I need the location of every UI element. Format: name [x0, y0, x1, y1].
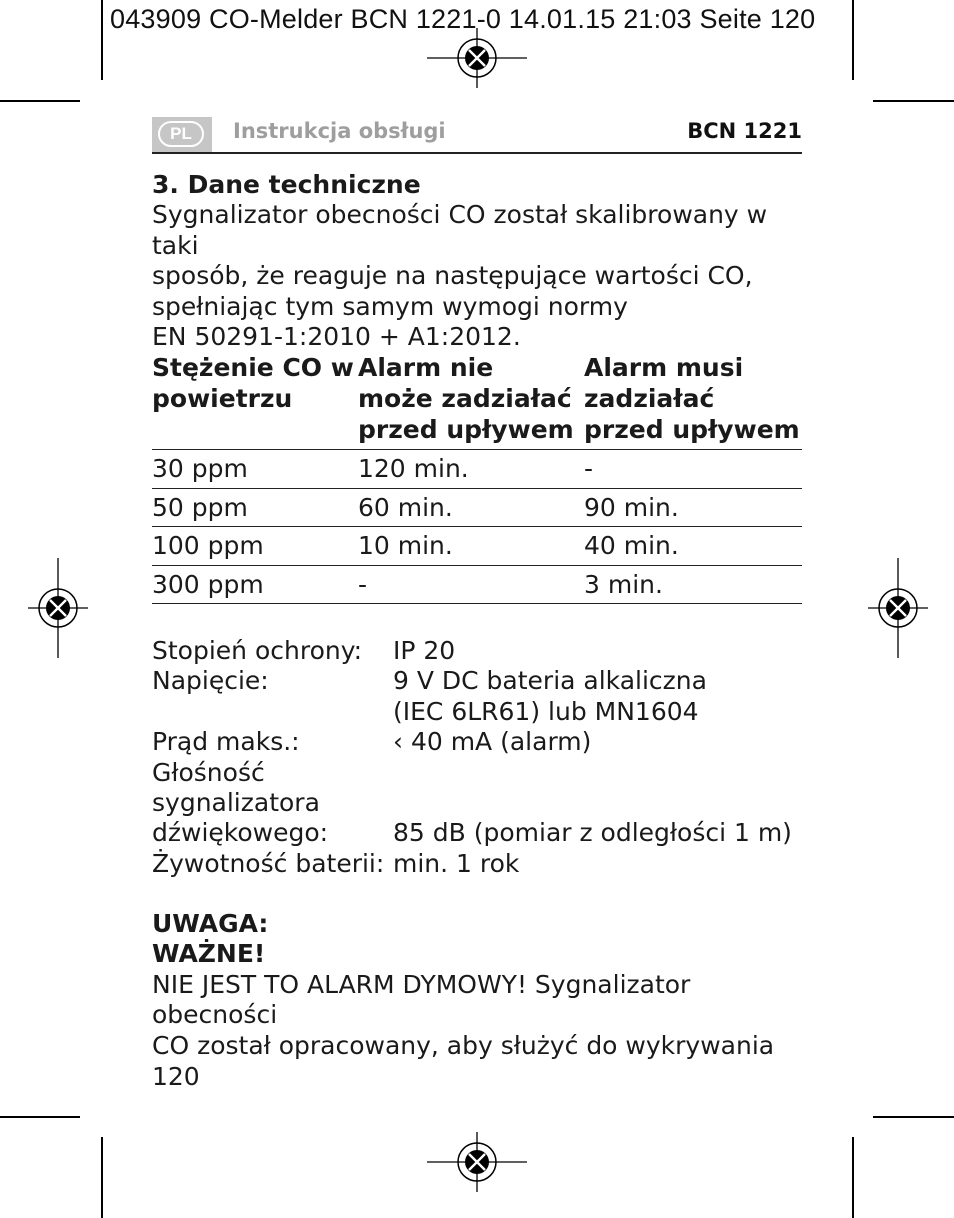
- spec-row: [152, 727, 802, 757]
- model-name: BCN 1221: [687, 119, 802, 143]
- spec-value: 9 V DC bateria alkaliczna (IEC 6LR61) lub MN1604: [393, 666, 707, 726]
- table-row: [152, 450, 802, 489]
- language-badge: [152, 117, 212, 153]
- spec-row: [152, 636, 802, 666]
- warning-title: UWAGA:: [152, 909, 269, 938]
- crop-mark: [873, 100, 954, 102]
- table-cell: -: [584, 450, 802, 489]
- crop-mark: [852, 1137, 854, 1218]
- column-header: Alarm nie może zadziałać przed upływem: [358, 352, 584, 450]
- table-cell: 3 min.: [584, 565, 802, 604]
- warning-subtitle: WAŻNE!: [152, 939, 266, 969]
- registration-mark-icon: [427, 28, 527, 88]
- intro-line: sposób, że reaguje na następujące wartości CO,: [152, 261, 753, 291]
- spec-label: Stopień ochrony:: [152, 636, 363, 665]
- spec-row: [152, 666, 802, 727]
- table-cell: -: [358, 565, 584, 604]
- crop-mark: [0, 100, 80, 102]
- spec-row: [152, 849, 802, 879]
- table-cell: 40 min.: [584, 527, 802, 566]
- table-row: [152, 488, 802, 527]
- table-row: [152, 565, 802, 604]
- spec-value: 85 dB (pomiar z odległości 1 m): [393, 818, 792, 848]
- table-cell: 60 min.: [358, 488, 584, 527]
- print-slug: 043909 CO-Melder BCN 1221-0 14.01.15 21:03 Seite 120: [110, 4, 816, 34]
- specification-list: [152, 636, 802, 879]
- registration-mark-icon: [28, 558, 88, 658]
- table-row: [152, 527, 802, 566]
- table-cell: 90 min.: [584, 488, 802, 527]
- table-header-row: [152, 352, 802, 450]
- spec-row: [152, 758, 802, 849]
- spec-label: Napięcie:: [152, 666, 269, 696]
- table-cell: 30 ppm: [152, 450, 358, 489]
- crop-mark: [101, 0, 103, 80]
- registration-mark-icon: [427, 1132, 527, 1192]
- intro-line: spełniając tym samym wymogi normy: [152, 291, 628, 321]
- warning-section: [152, 909, 802, 1061]
- warning-line: NIE JEST TO ALARM DYMOWY! Sygnalizator obecności: [152, 969, 691, 1030]
- spec-value: ‹ 40 mA (alarm): [393, 727, 592, 757]
- warning-line: CO został opracowany, aby służyć do wykrywania: [152, 1030, 775, 1060]
- crop-mark: [101, 1137, 103, 1218]
- registration-mark-icon: [868, 558, 928, 658]
- page-number: 120: [152, 1062, 200, 1091]
- language-code: PL: [158, 121, 204, 147]
- table-cell: 100 ppm: [152, 527, 358, 566]
- crop-mark: [852, 0, 854, 80]
- table-cell: 120 min.: [358, 450, 584, 489]
- table-cell: 10 min.: [358, 527, 584, 566]
- spec-value: IP 20: [393, 636, 456, 665]
- table-cell: 50 ppm: [152, 488, 358, 527]
- technical-data-section: [152, 170, 802, 352]
- spec-value: min. 1 rok: [393, 848, 520, 878]
- crop-mark: [873, 1116, 954, 1118]
- spec-label: Głośność sygnalizatora dźwiękowego:: [152, 757, 329, 848]
- spec-label: Żywotność baterii:: [152, 848, 385, 878]
- table-cell: 300 ppm: [152, 565, 358, 604]
- intro-line: Sygnalizator obecności CO został skalibrowany w taki: [152, 200, 768, 260]
- header-divider: [152, 152, 802, 154]
- co-threshold-table: [152, 352, 802, 604]
- section-heading: 3. Dane techniczne: [152, 170, 421, 199]
- column-header: Stężenie CO w powietrzu: [152, 352, 358, 450]
- column-header: Alarm musi zadziałać przed upływem: [584, 352, 802, 450]
- spec-label: Prąd maks.:: [152, 727, 300, 757]
- crop-mark: [0, 1116, 80, 1118]
- intro-line: EN 50291-1:2010 + A1:2012.: [152, 322, 521, 352]
- manual-title: Instrukcja obsługi: [233, 119, 446, 143]
